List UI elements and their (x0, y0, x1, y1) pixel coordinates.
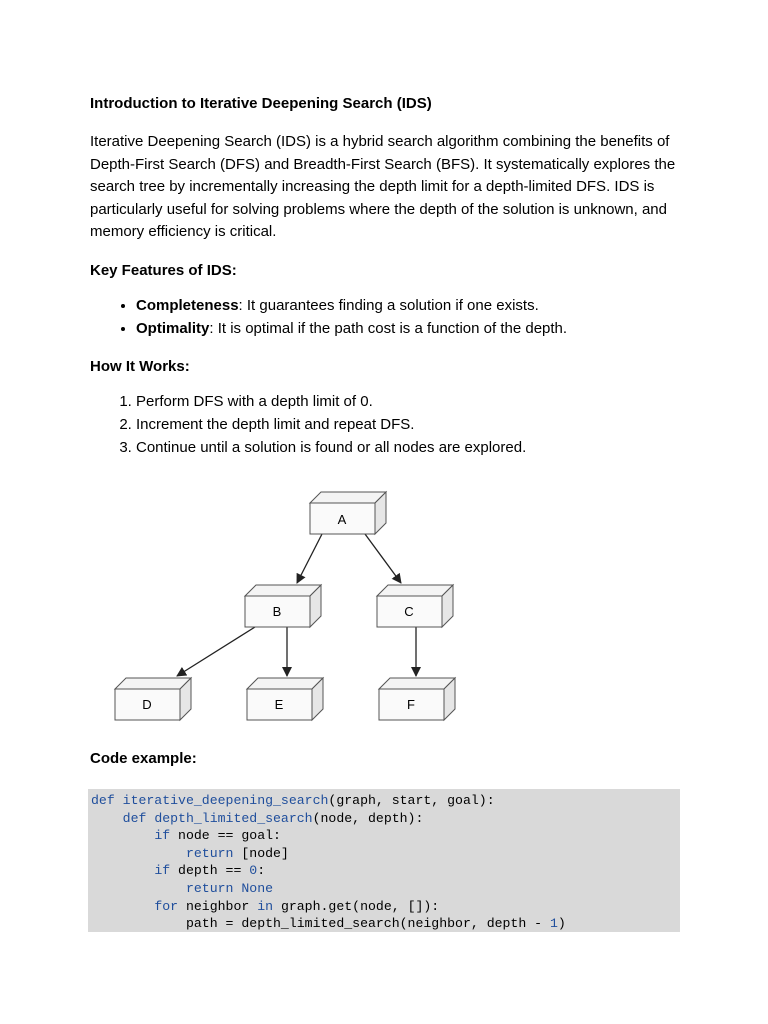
steps-list (90, 390, 690, 459)
tree-node-f (379, 678, 455, 720)
code-keyword: 0 (249, 863, 258, 879)
edge-b-d (177, 627, 255, 676)
node-label: E (274, 697, 284, 712)
code-line (91, 862, 680, 880)
code-keyword: return None (185, 880, 274, 896)
node-label: F (407, 697, 415, 712)
code-text: node == goal: (170, 828, 281, 844)
node-label: B (272, 604, 282, 619)
node-label: A (337, 512, 347, 527)
code-text (91, 899, 154, 914)
code-line (91, 898, 680, 916)
features-list (90, 294, 690, 340)
document-body (90, 93, 690, 459)
edge-a-c (365, 534, 401, 583)
code-keyword: if (154, 863, 171, 879)
feature-term: Optimality (136, 319, 210, 337)
code-heading: Code example: (90, 750, 197, 767)
code-text (91, 828, 154, 843)
tree-node-a (310, 492, 386, 534)
code-line (91, 880, 680, 898)
step-item: 3. Continue until a solution is found or all nodes are explored. (136, 436, 690, 459)
code-block (88, 789, 680, 932)
code-keyword: for (154, 898, 179, 914)
code-text: : (257, 863, 266, 879)
code-text: (node, depth): (312, 810, 424, 826)
feature-text: : It guarantees finding a solution if one exists. (238, 296, 539, 314)
tree-node-d (115, 678, 191, 720)
feature-term: Completeness (136, 296, 239, 314)
code-keyword: iterative_deepening_search (122, 793, 329, 808)
page-title: Introduction to Iterative Deepening Search (IDS) (90, 95, 432, 112)
tree-node-c (377, 585, 453, 627)
code-keyword: return (185, 845, 234, 861)
node-label: D (142, 697, 152, 712)
intro-paragraph: Iterative Deepening Search (IDS) is a hybrid search algorithm combining the benefits of Depth-First Search (DFS) and Breadth-First Search (BFS). It systematically explores the search tree by incrementally increasing the depth limit for a depth-limited DFS. IDS is particularly useful for solving problems where the depth of the solution is unknown, and memory efficiency is critical. (90, 133, 676, 240)
code-text: ) (557, 916, 566, 932)
code-keyword: if (154, 828, 171, 844)
code-keyword: 1 (550, 916, 558, 932)
search-tree-diagram (110, 487, 490, 727)
code-text: depth == (170, 863, 250, 879)
feature-item (136, 317, 690, 340)
step-item: 1. Perform DFS with a depth limit of 0. (136, 390, 690, 413)
code-keyword: def (122, 810, 155, 826)
feature-item (136, 294, 690, 317)
code-line (91, 792, 680, 810)
code-line (91, 845, 680, 863)
tree-node-b (245, 585, 321, 627)
tree-node-e (247, 678, 323, 720)
feature-text: : It is optimal if the path cost is a function of the depth. (209, 319, 568, 337)
code-text: (graph, start, goal): (328, 793, 495, 808)
features-heading: Key Features of IDS: (90, 261, 237, 279)
code-line (91, 915, 680, 933)
code-line (91, 810, 680, 828)
code-text: graph.get(node, []): (273, 898, 440, 914)
code-text (91, 846, 186, 861)
edge-a-b (297, 534, 322, 583)
step-item: 2. Increment the depth limit and repeat DFS. (136, 413, 690, 436)
code-text (91, 881, 186, 896)
code-line (91, 827, 680, 845)
node-label: C (404, 604, 414, 619)
code-text: neighbor (178, 898, 258, 914)
code-keyword: def (91, 793, 123, 808)
code-text (91, 811, 123, 826)
code-text: path = depth_limited_search(neighbor, depth - (91, 916, 550, 932)
code-keyword: depth_limited_search (154, 810, 313, 826)
code-text: [node] (233, 845, 289, 861)
how-heading: How It Works: (90, 357, 190, 375)
code-text (91, 863, 154, 878)
code-keyword: in (257, 898, 274, 914)
